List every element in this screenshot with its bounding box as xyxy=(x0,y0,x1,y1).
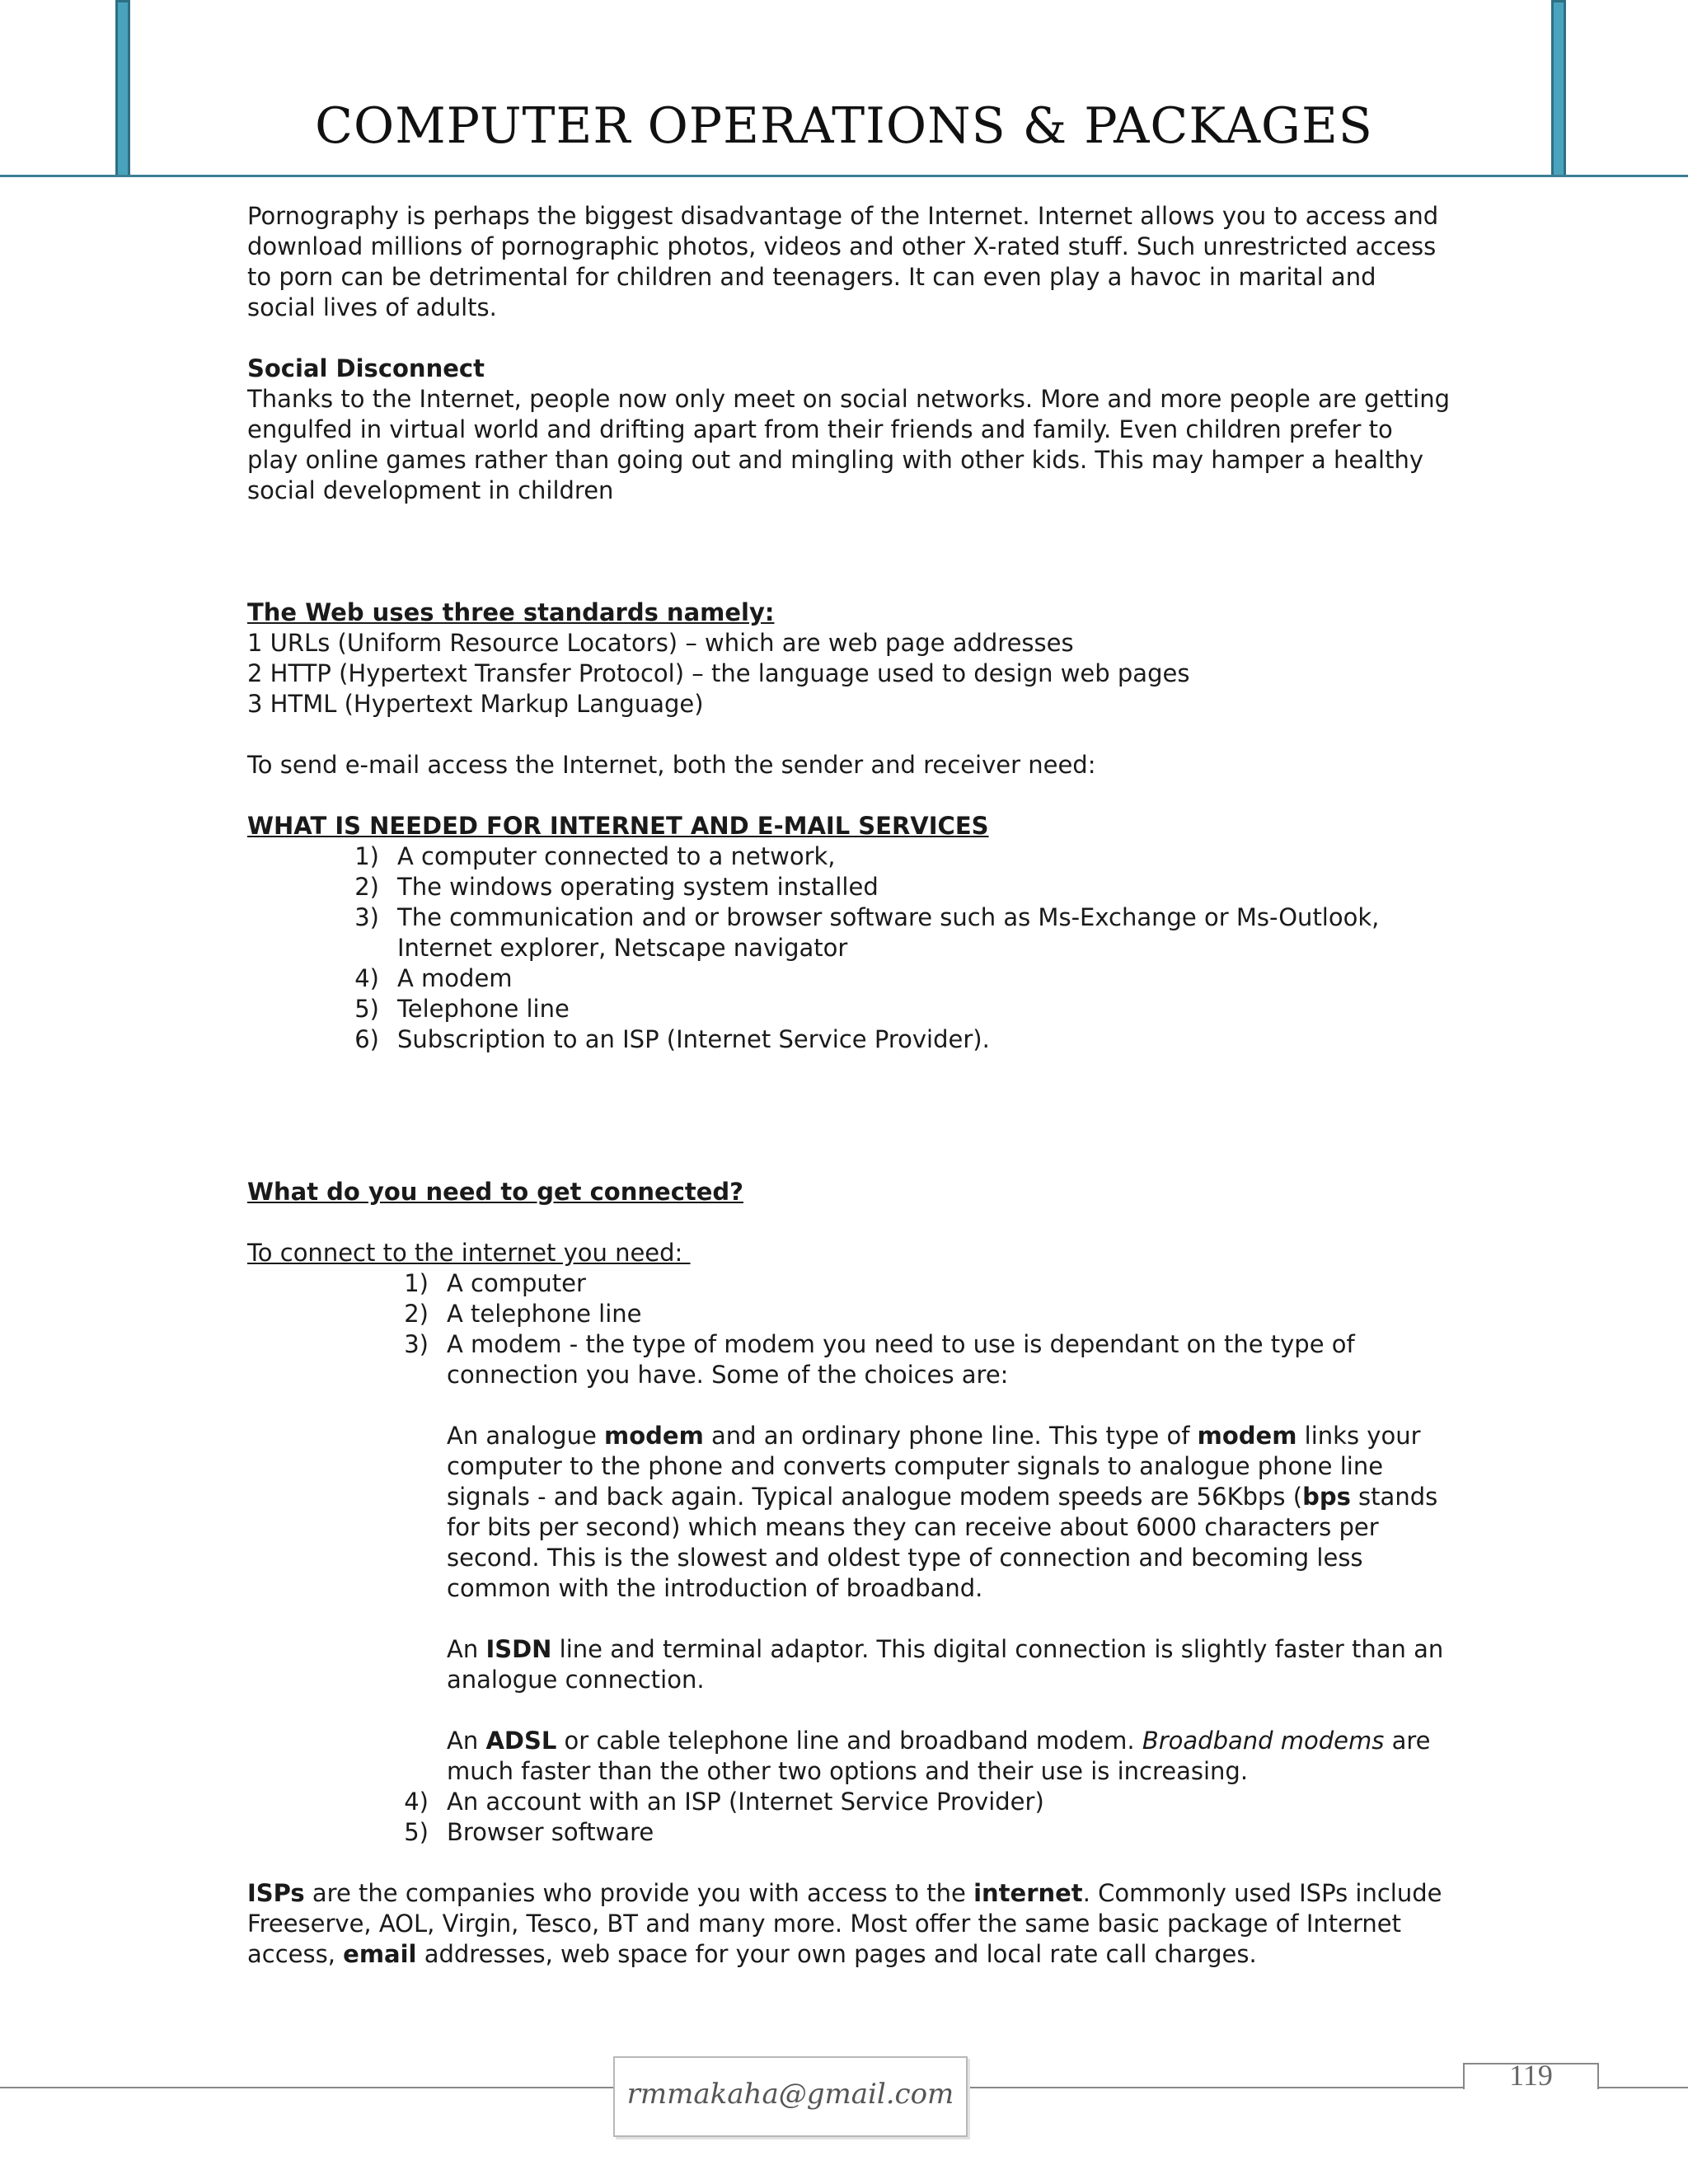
page-number-tab xyxy=(1463,2059,1599,2092)
get-connected-list-continued xyxy=(247,1787,1451,1848)
page-title: COMPUTER OPERATIONS & PACKAGES xyxy=(315,97,1373,155)
list-item: 2) A telephone line xyxy=(404,1300,642,1328)
intro-paragraph: Pornography is perhaps the biggest disadvantage of the Internet. Internet allows you to access and download millions of pornographic photos, videos and other X-rated stuff. Such unrestricted access to porn can be detrimental for children and teenagers. It can even play a havoc in marital and social lives of adults. xyxy=(247,202,1439,321)
standard-item: 1 URLs (Uniform Resource Locators) – which are web page addresses xyxy=(247,629,1074,657)
list-item: 4) An account with an ISP (Internet Service Provider) xyxy=(404,1788,1044,1816)
list-item: 3) The communication and or browser software such as Ms-Exchange or Ms-Outlook, Internet explorer, Netscape navigator xyxy=(354,903,1380,962)
social-disconnect-heading: Social Disconnect xyxy=(247,354,485,382)
standard-item: 3 HTML (Hypertext Markup Language) xyxy=(247,690,704,718)
email-intro: To send e-mail access the Internet, both the sender and receiver need: xyxy=(247,751,1096,779)
needed-services-heading: WHAT IS NEEDED FOR INTERNET AND E-MAIL SERVICES xyxy=(247,812,989,840)
isdn-paragraph: An ISDN line and terminal adaptor. This digital connection is slightly faster than an analogue connection. xyxy=(447,1635,1444,1694)
analogue-modem-paragraph: An analogue modem and an ordinary phone line. This type of modem links your computer to the phone and converts computer signals to analogue phone line signals - and back again. Typical analogue modem speeds are 56Kbps (bps stands for bits per second) which means they can receive about 6000 characters per second. This is the slowest and oldest type of connection and becoming less common with the introduction of broadband. xyxy=(447,1422,1438,1602)
get-connected-subheading: To connect to the internet you need: xyxy=(247,1239,691,1267)
list-item: 5) Browser software xyxy=(404,1818,654,1846)
get-connected-heading: What do you need to get connected? xyxy=(247,1178,743,1206)
social-disconnect-paragraph: Thanks to the Internet, people now only meet on social networks. More and more people are getting engulfed in virtual world and drifting apart from their friends and family. Even children prefer to play online games rather than going out and mingling with other kids. This may hamper a healthy social development in children xyxy=(247,385,1451,504)
list-item: 3) A modem - the type of modem you need to use is dependant on the type of connection you have. Some of the choices are: xyxy=(404,1330,1355,1389)
list-item: 5) Telephone line xyxy=(354,995,570,1023)
page-number: 119 xyxy=(1509,2059,1553,2092)
header-rule xyxy=(0,175,1688,177)
footer-rule-right xyxy=(1599,2087,1688,2088)
needed-services-list xyxy=(247,841,1451,1055)
footer-email-box xyxy=(613,2056,968,2137)
list-item: 1) A computer connected to a network, xyxy=(354,842,836,870)
get-connected-list xyxy=(247,1268,1451,1390)
list-item: 2) The windows operating system installed xyxy=(354,873,879,901)
footer-rule-middle xyxy=(968,2087,1463,2088)
standard-item: 2 HTTP (Hypertext Transfer Protocol) – the language used to design web pages xyxy=(247,659,1190,687)
footer-email: rmmakaha@gmail.com xyxy=(626,2078,954,2111)
list-item: 4) A modem xyxy=(354,964,513,992)
adsl-paragraph: An ADSL or cable telephone line and broadband modem. Broadband modems are much faster than the other two options and their use is increasing. xyxy=(447,1727,1431,1785)
list-item: 6) Subscription to an ISP (Internet Service Provider). xyxy=(354,1025,990,1053)
document-body xyxy=(247,201,1451,1970)
footer-rule-left xyxy=(0,2087,613,2088)
list-item: 1) A computer xyxy=(404,1269,586,1297)
isps-paragraph: ISPs are the companies who provide you with access to the internet. Commonly used ISPs include Freeserve, AOL, Virgin, Tesco, BT and many more. Most offer the same basic package of Internet access, email addresses, web space for your own pages and local rate call charges. xyxy=(247,1879,1442,1968)
web-standards-heading: The Web uses three standards namely: xyxy=(247,598,775,626)
